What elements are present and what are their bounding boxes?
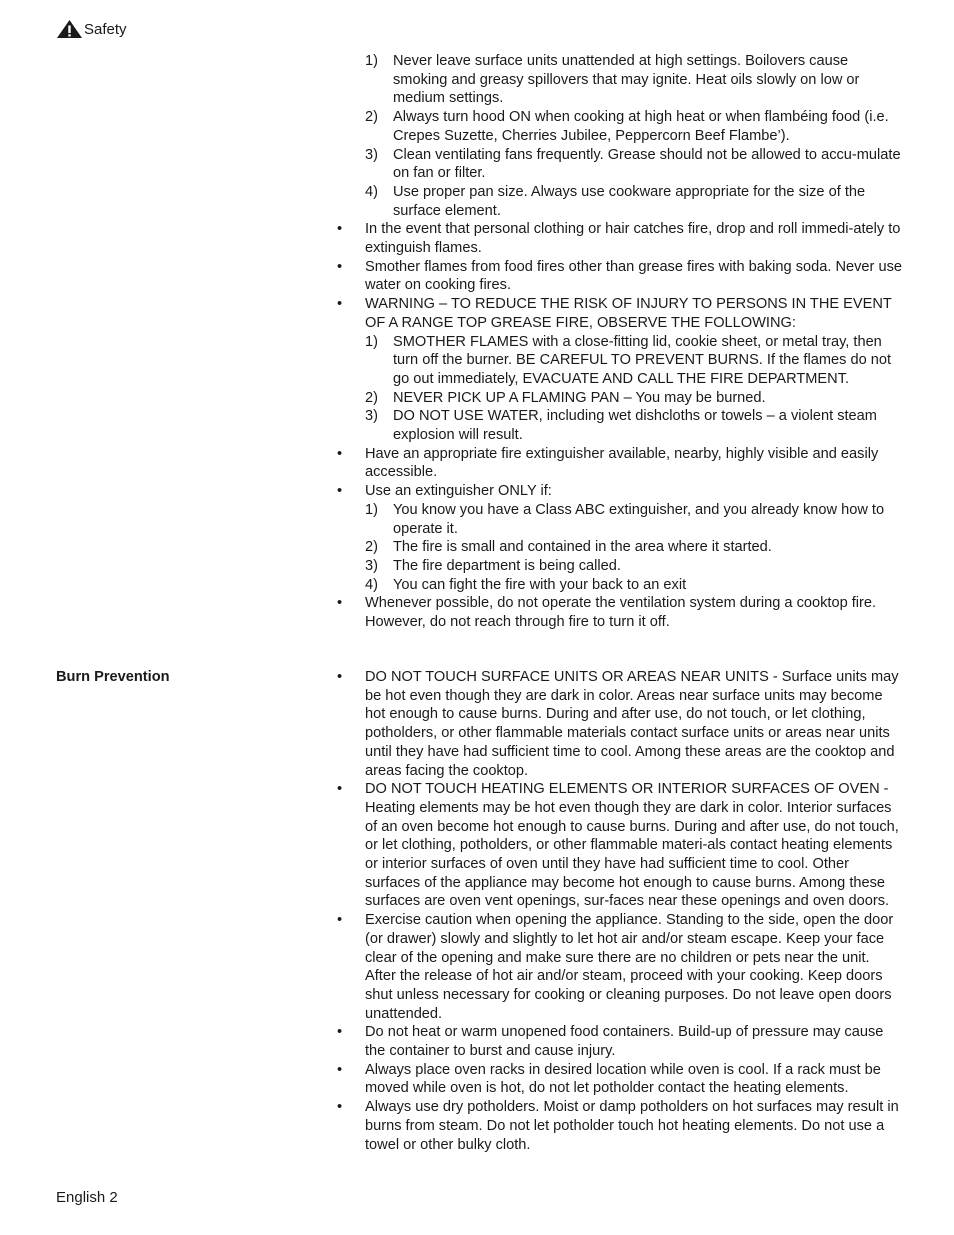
bullet-item	[337, 668, 902, 780]
item-text: You know you have a Class ABC extinguisher, and you already know how to operate it.	[393, 501, 885, 537]
item-text: You can fight the fire with your back to an exit	[393, 576, 687, 593]
numbered-item	[337, 146, 902, 183]
item-text: DO NOT USE WATER, including wet dishcloths or towels – a violent steam explosion will result.	[393, 408, 877, 444]
numbered-item	[337, 407, 902, 444]
numbered-item	[337, 538, 902, 557]
bullet-marker: •	[337, 445, 343, 462]
item-text: Clean ventilating fans frequently. Grease should not be allowed to accu-mulate on fan or filter.	[393, 146, 901, 182]
bullet-item	[337, 594, 902, 631]
section-title: Safety	[84, 21, 127, 38]
bullet-item	[337, 445, 902, 482]
numbered-item	[337, 389, 902, 408]
item-number: 1)	[365, 53, 378, 69]
item-text: WARNING – TO REDUCE THE RISK OF INJURY TO PERSONS IN THE EVENT OF A RANGE TOP GREASE FIRE, OBSERVE THE FOLLOWING:	[365, 296, 892, 331]
item-number: 4)	[365, 576, 378, 593]
bullet-marker: •	[337, 781, 343, 798]
item-text: NEVER PICK UP A FLAMING PAN – You may be burned.	[393, 389, 766, 406]
bullet-marker: •	[337, 1099, 343, 1116]
bullet-marker: •	[337, 1024, 343, 1041]
numbered-item	[337, 183, 902, 220]
item-number: 3)	[365, 557, 378, 574]
bullet-marker: •	[337, 258, 343, 275]
bullet-item	[337, 1023, 902, 1060]
item-number: 2)	[365, 539, 378, 556]
numbered-item	[337, 557, 902, 576]
item-text: Always turn hood ON when cooking at high heat or when flambéing food (i.e. Crepes Suzette, Cherries Jubilee, Peppercorn Beef Flambe’).	[393, 109, 889, 144]
item-text: Have an appropriate fire extinguisher available, nearby, highly visible and easily accessible.	[365, 445, 879, 481]
item-text: Whenever possible, do not operate the ventilation system during a cooktop fire. However, do not reach through fire to turn it off.	[365, 595, 877, 631]
item-text: The fire is small and contained in the area where it started.	[393, 539, 772, 556]
item-text: DO NOT TOUCH SURFACE UNITS OR AREAS NEAR UNITS - Surface units may be hot even though they are dark in color. Areas near surface units may become hot enough to cause burns. During and after use, do not touch, or let clothing, potholders, or other flammable materials contact surface units or areas near units until they have had sufficient time to cool. Among these areas are the cooktop and areas facing the cooktop.	[365, 669, 899, 779]
bullet-item	[337, 482, 902, 501]
item-number: 3)	[365, 408, 378, 425]
item-text: Never leave surface units unattended at high settings. Boilovers cause smoking and greasy spillovers that may ignite. Heat oils slowly on low or medium settings.	[393, 53, 860, 107]
bullet-item	[337, 1061, 902, 1098]
page-footer: English 2	[56, 1189, 118, 1206]
numbered-item	[337, 576, 902, 595]
bullet-item	[337, 220, 902, 257]
item-text: Smother flames from food fires other than grease fires with baking soda. Never use water on cooking fires.	[365, 258, 902, 294]
bullet-marker: •	[337, 296, 343, 313]
numbered-item	[337, 108, 902, 145]
bullet-marker: •	[337, 221, 343, 238]
item-text: Exercise caution when opening the appliance. Standing to the side, open the door (or drawer) slowly and slightly to let hot air and/or steam escape. Keep your face clear of the opening and make sure there are no children or pets near the unit. After the release of hot air and/or steam, proceed with your cooking. Keep doors shut unless necessary for cooking or cleaning purposes. Do not leave open doors unattended.	[365, 912, 894, 1022]
numbered-item	[337, 333, 902, 389]
item-number: 1)	[365, 333, 378, 350]
bullet-item	[337, 258, 902, 295]
bullet-marker: •	[337, 1061, 343, 1078]
item-text: Do not heat or warm unopened food containers. Build-up of pressure may cause the container to burst and cause injury.	[365, 1024, 884, 1060]
numbered-item	[337, 501, 902, 538]
bullet-marker: •	[337, 483, 343, 500]
bullet-item	[337, 911, 902, 1023]
bullet-marker: •	[337, 912, 343, 929]
item-number: 2)	[365, 109, 378, 126]
item-text: The fire department is being called.	[393, 557, 621, 574]
item-text: Use proper pan size. Always use cookware appropriate for the size of the surface element.	[393, 183, 866, 219]
item-number: 4)	[365, 183, 378, 200]
burn-prevention-heading: Burn Prevention	[56, 669, 170, 685]
bullet-item	[337, 1098, 902, 1154]
warning-triangle-icon	[56, 19, 83, 39]
bullet-marker: •	[337, 595, 343, 612]
burn-prevention-list	[337, 668, 902, 1154]
item-number: 2)	[365, 389, 378, 406]
bullet-item	[337, 780, 902, 911]
bullet-item	[337, 295, 902, 332]
item-text: In the event that personal clothing or hair catches fire, drop and roll immedi-ately to extinguish flames.	[365, 221, 901, 257]
item-text: DO NOT TOUCH HEATING ELEMENTS OR INTERIOR SURFACES OF OVEN - Heating elements may be hot even though they are dark in color. Interior surfaces of an oven become hot enough to cause burns. During and after use, do not touch, or let clothing, potholders, or other flammable materi-als contact heating elements or interior surfaces of oven until they have had sufficient time to cool. Other surfaces of the appliance may become hot enough to cause burns. Among these surfaces are oven vent openings, sur-faces near these openings and oven doors.	[365, 781, 899, 910]
item-number: 3)	[365, 146, 378, 163]
item-text: Always place oven racks in desired location while oven is cool. If a rack must be moved while oven is hot, do not let potholder contact the heating elements.	[365, 1061, 881, 1097]
page-header	[56, 19, 127, 39]
item-text: Use an extinguisher ONLY if:	[365, 483, 552, 500]
bullet-marker: •	[337, 669, 343, 685]
fire-safety-list	[337, 52, 902, 632]
item-text: SMOTHER FLAMES with a close-fitting lid, cookie sheet, or metal tray, then turn off the burner. BE CAREFUL TO PREVENT BURNS. If the flames do not go out immediately, EVACUATE AND CALL THE FIRE DEPARTMENT.	[393, 333, 892, 387]
item-text: Always use dry potholders. Moist or damp potholders on hot surfaces may result in burns from steam. Do not let potholder touch hot heating elements. Do not use a towel or other bulky cloth.	[365, 1099, 899, 1153]
item-number: 1)	[365, 501, 378, 518]
numbered-item	[337, 52, 902, 108]
